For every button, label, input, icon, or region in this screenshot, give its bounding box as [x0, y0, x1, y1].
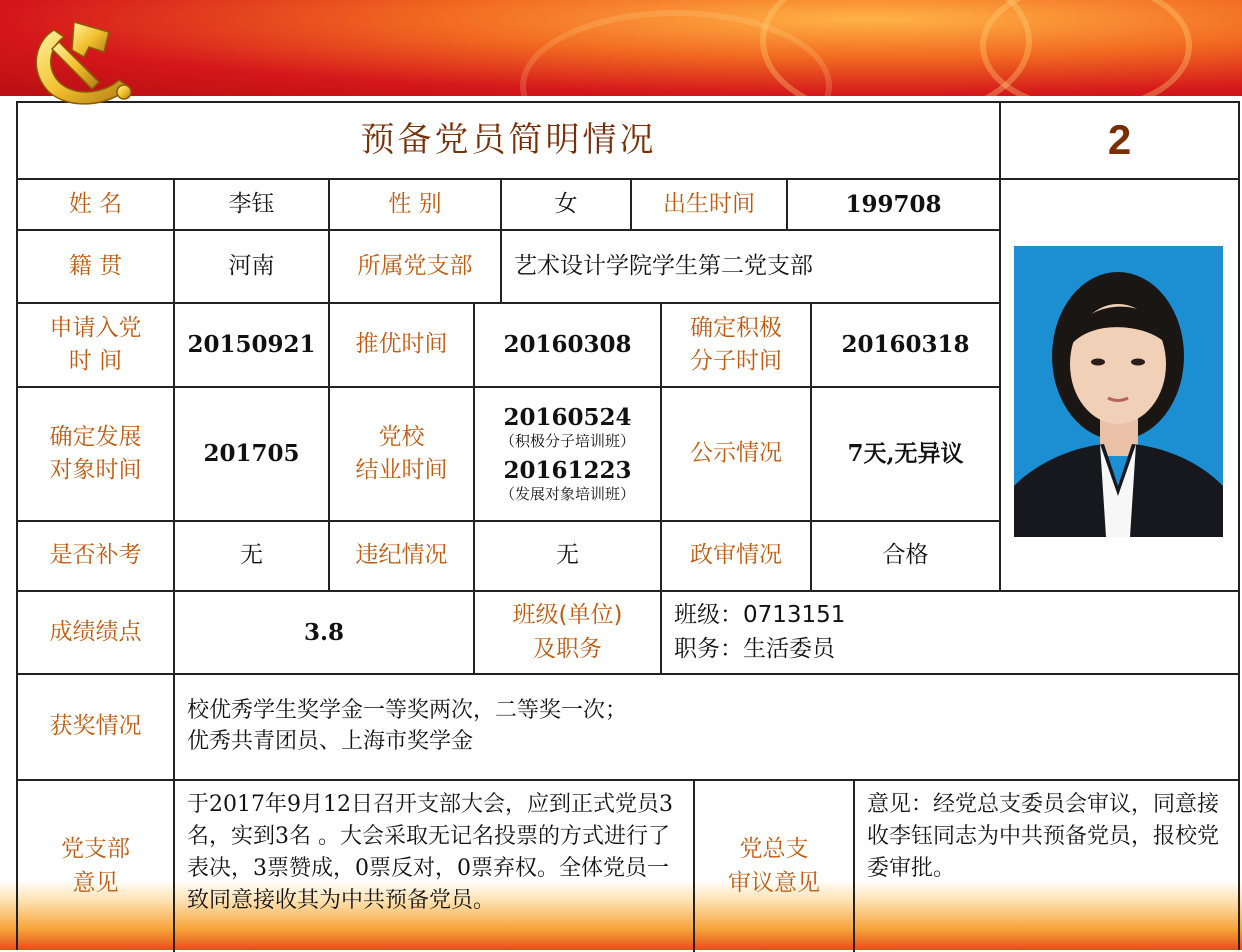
label-gender: 性 别: [330, 180, 502, 231]
top-banner: [0, 0, 1242, 96]
label-gpa: 成绩绩点: [18, 592, 175, 675]
label-school-line1: 党校: [378, 423, 425, 450]
label-birth: 出生时间: [632, 180, 788, 231]
label-class-line1: 班级(单位): [512, 602, 623, 629]
party-emblem-icon: [14, 12, 154, 122]
value-activist-time: 20160318: [812, 304, 1001, 388]
label-general-opinion: [695, 781, 855, 952]
label-recommend-time: 推优时间: [330, 304, 475, 388]
duty-line: 职务：生活委员: [674, 635, 835, 662]
general-opinion-text: 意见：经党总支委员会审议，同意接收李钰同志为中共预备党员，报校党委审批。: [867, 792, 1220, 881]
label-activist-line2: 分子时间: [690, 348, 782, 374]
label-activist-time: [662, 304, 812, 388]
label-native-place: 籍 贯: [18, 231, 175, 304]
label-discipline: 违纪情况: [330, 522, 475, 592]
class-line: 班级：0713151: [674, 602, 846, 629]
label-general-line1: 党总支: [739, 836, 809, 863]
value-class: [662, 592, 1238, 675]
label-branch-opinion: [18, 781, 175, 952]
school-note-1: （积极分子培训班）: [499, 431, 635, 450]
school-time-1: 20160524: [503, 403, 632, 431]
value-makeup: 无: [175, 522, 330, 592]
value-political: 合格: [812, 522, 1001, 592]
label-school-line2: 结业时间: [355, 457, 448, 483]
value-develop-time: 201705: [175, 388, 330, 522]
value-birth: 199708: [788, 180, 1001, 231]
page-number: 2: [1107, 116, 1132, 164]
awards-line-2: 优秀共青团员、上海市奖学金: [187, 729, 474, 754]
value-branch-opinion: [175, 781, 695, 952]
value-native-place: 河南: [175, 231, 330, 304]
value-gpa: 3.8: [175, 592, 475, 675]
label-awards: 获奖情况: [18, 675, 175, 781]
member-photo: [1014, 246, 1223, 537]
value-school-time: [475, 388, 662, 522]
value-publicity: 7天,无异议: [812, 388, 1001, 522]
value-discipline: 无: [475, 522, 662, 592]
page-title: 预备党员简明情况: [360, 119, 657, 160]
value-gender: 女: [502, 180, 632, 231]
title-cell: [18, 103, 1001, 180]
awards-line-1: 校优秀学生奖学金一等奖两次，二等奖一次；: [187, 698, 628, 724]
label-branch: 所属党支部: [330, 231, 502, 304]
value-recommend-time: 20160308: [475, 304, 662, 388]
value-awards: [175, 675, 1238, 781]
label-develop-time: [18, 388, 175, 522]
label-develop-line2: 对象时间: [49, 457, 142, 483]
label-name: 姓 名: [18, 180, 175, 231]
label-publicity: 公示情况: [662, 388, 812, 522]
value-general-opinion: [855, 781, 1238, 952]
label-class-line2: 及职务: [532, 635, 602, 662]
school-time-2: 20161223: [503, 457, 632, 484]
label-branch-opinion-line2: 意见: [72, 869, 119, 896]
label-school-time: [330, 388, 475, 522]
value-apply-time: 20150921: [175, 304, 330, 388]
value-name: 李钰: [175, 180, 330, 231]
page-number-cell: [1001, 103, 1238, 180]
label-branch-opinion-line1: 党支部: [61, 836, 130, 863]
branch-opinion-text: 于2017年9月12日召开支部大会，应到正式党员3名，实到3名 。大会采取无记名投票的方式进行了表决，3票赞成，0票反对，0票弃权。全体党员一致同意接收其为中共预备党员。: [187, 792, 673, 913]
label-class: [475, 592, 662, 675]
label-apply-line1: 申请入党: [49, 314, 142, 341]
value-branch: 艺术设计学院学生第二党支部: [502, 231, 1001, 304]
school-note-2: （发展对象培训班）: [499, 484, 635, 503]
label-general-line2: 审议意见: [728, 869, 820, 896]
label-makeup: 是否补考: [18, 522, 175, 592]
label-apply-time: [18, 304, 175, 388]
label-political: 政审情况: [662, 522, 812, 592]
label-apply-line2: 时 间: [68, 348, 123, 374]
label-activist-line1: 确定积极: [690, 314, 782, 341]
label-develop-line1: 确定发展: [49, 423, 142, 450]
